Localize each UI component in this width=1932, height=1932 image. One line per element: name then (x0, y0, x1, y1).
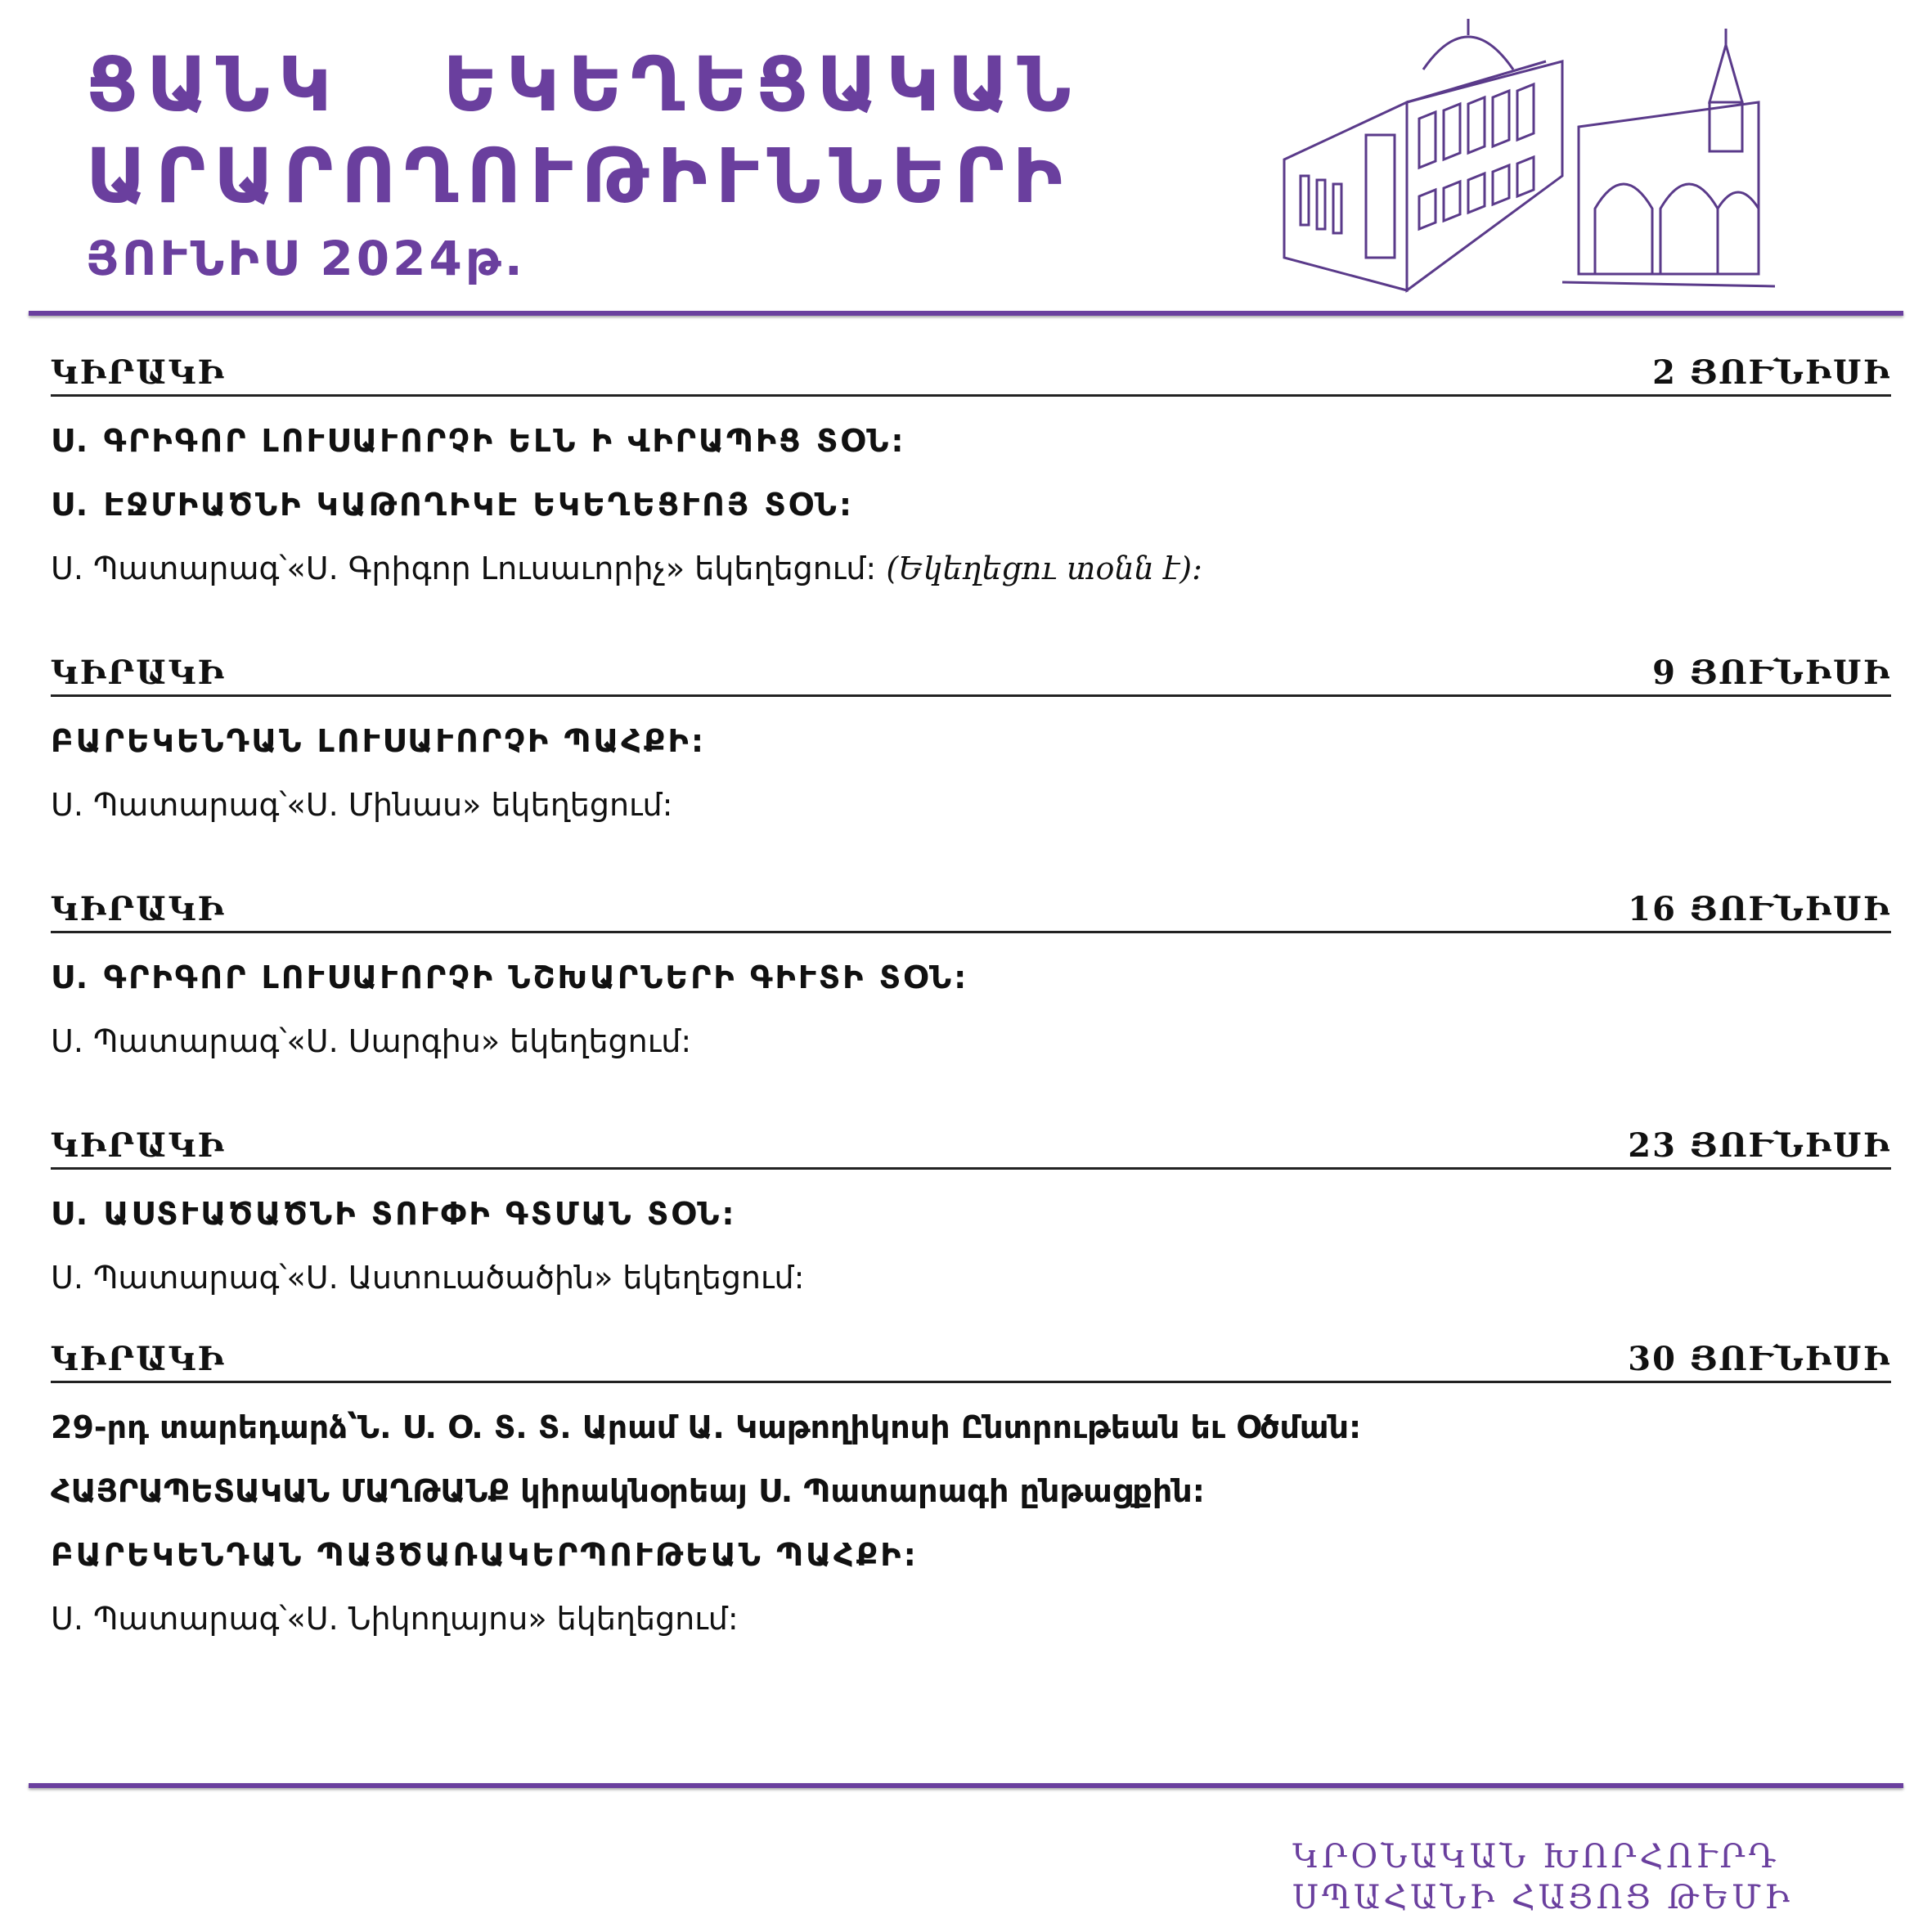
schedule (51, 353, 1891, 1638)
day-section (51, 353, 1891, 588)
feast-name: ԲԱՐԵԿԵՆԴԱՆ ԼՈՒՍԱՒՈՐՉԻ ՊԱՀՔԻ: (51, 723, 707, 759)
day-header (51, 1340, 1891, 1383)
day-section (51, 1340, 1891, 1638)
liturgy-text: Ս. Պատարագ՝«Ս. Աստուածածին» եկեղեցում: (51, 1260, 805, 1296)
prayer-line: ՀԱՅՐԱՊԵՏԱԿԱՆ ՄԱՂԹԱՆՔ կիրակնօրեայ Ս. Պատարագի ընթացքին: (51, 1473, 1205, 1509)
liturgy-text: Ս. Պատարագ՝«Ս. Մինաս» եկեղեցում: (51, 787, 673, 823)
day-header (51, 890, 1891, 933)
day-header (51, 654, 1891, 697)
weekday-label: ԿԻՐԱԿԻ (51, 890, 226, 928)
top-divider (29, 311, 1903, 316)
liturgy-text: Ս. Պատարագ՝«Ս. Նիկողայոս» եկեղեցում: (51, 1601, 739, 1637)
weekday-label: ԿԻՐԱԿԻ (51, 654, 226, 692)
weekday-label: ԿԻՐԱԿԻ (51, 1340, 226, 1378)
date-label: 23 ՅՈՒՆԻՍԻ (1628, 1126, 1891, 1165)
day-section (51, 654, 1891, 824)
day-header (51, 353, 1891, 397)
date-label: 2 ՅՈՒՆԻՍԻ (1652, 353, 1891, 392)
footer-line-2: ՍՊԱՀԱՆԻ ՀԱՅՈՑ ԹԵՄԻ (1292, 1879, 1793, 1916)
date-label: 30 ՅՈՒՆԻՍԻ (1628, 1340, 1891, 1378)
title-line-1: ՑԱՆԿ ԵԿԵՂԵՑԱԿԱՆ (86, 41, 1080, 128)
feast-name: Ս. ԳՐԻԳՈՐ ԼՈՒՍԱՒՈՐՉԻ ՆՇԽԱՐՆԵՐԻ ԳԻՒՏԻ ՏՕՆ: (51, 959, 969, 995)
page-title (86, 39, 1079, 291)
date-label: 9 ՅՈՒՆԻՍԻ (1652, 654, 1891, 692)
anniversary-line: 29-րդ տարեդարձ՝Ն. Ս. Օ. Տ. Տ. Արամ Ա. Կաթողիկոսի Ընտրութեան եւ Օծման: (51, 1409, 1362, 1445)
church-illustration (1268, 12, 1799, 294)
title-line-2: ԱՐԱՐՈՂՈՒԹԻՒՆՆԵՐԻ (86, 133, 1071, 220)
feast-name: ԲԱՐԵԿԵՆԴԱՆ ՊԱՅԾԱՌԱԿԵՐՊՈՒԹԵԱՆ ՊԱՀՔԻ: (51, 1537, 919, 1573)
footer-signature (1292, 1836, 1793, 1918)
liturgy-text: Ս. Պատարագ՝«Ս. Սարգիս» եկեղեցում: (51, 1023, 692, 1059)
liturgy-line (51, 549, 1891, 588)
day-section (51, 1126, 1891, 1297)
liturgy-text: Ս. Պատարագ՝«Ս. Գրիգոր Լուսաւորիչ» եկեղեցում: (51, 550, 877, 586)
weekday-label: ԿԻՐԱԿԻ (51, 353, 226, 392)
bottom-divider (29, 1783, 1903, 1788)
liturgy-note: (Եկեղեցու տօնն է): (886, 550, 1202, 586)
feast-name: Ս. ԳՐԻԳՈՐ ԼՈՒՍԱՒՈՐՉԻ ԵԼՆ Ի ՎԻՐԱՊԻՑ ՏՕՆ: (51, 423, 906, 459)
date-label: 16 ՅՈՒՆԻՍԻ (1628, 890, 1891, 928)
feast-name: Ս. ԷՋՄԻԱԾՆԻ ԿԱԹՈՂԻԿԷ ԵԿԵՂԵՑՒՈՅ ՏՕՆ: (51, 487, 855, 523)
footer-line-1: ԿՐՕՆԱԿԱՆ ԽՈՐՀՈՒՐԴ (1292, 1838, 1780, 1876)
feast-name: Ս. ԱՍՏՒԱԾԱԾՆԻ ՏՈՒՓԻ ԳՏՄԱՆ ՏՕՆ: (51, 1196, 737, 1232)
day-header (51, 1126, 1891, 1170)
day-section (51, 890, 1891, 1061)
month-label: ՅՈՒՆԻՍ 2024թ. (86, 231, 526, 286)
weekday-label: ԿԻՐԱԿԻ (51, 1126, 226, 1165)
